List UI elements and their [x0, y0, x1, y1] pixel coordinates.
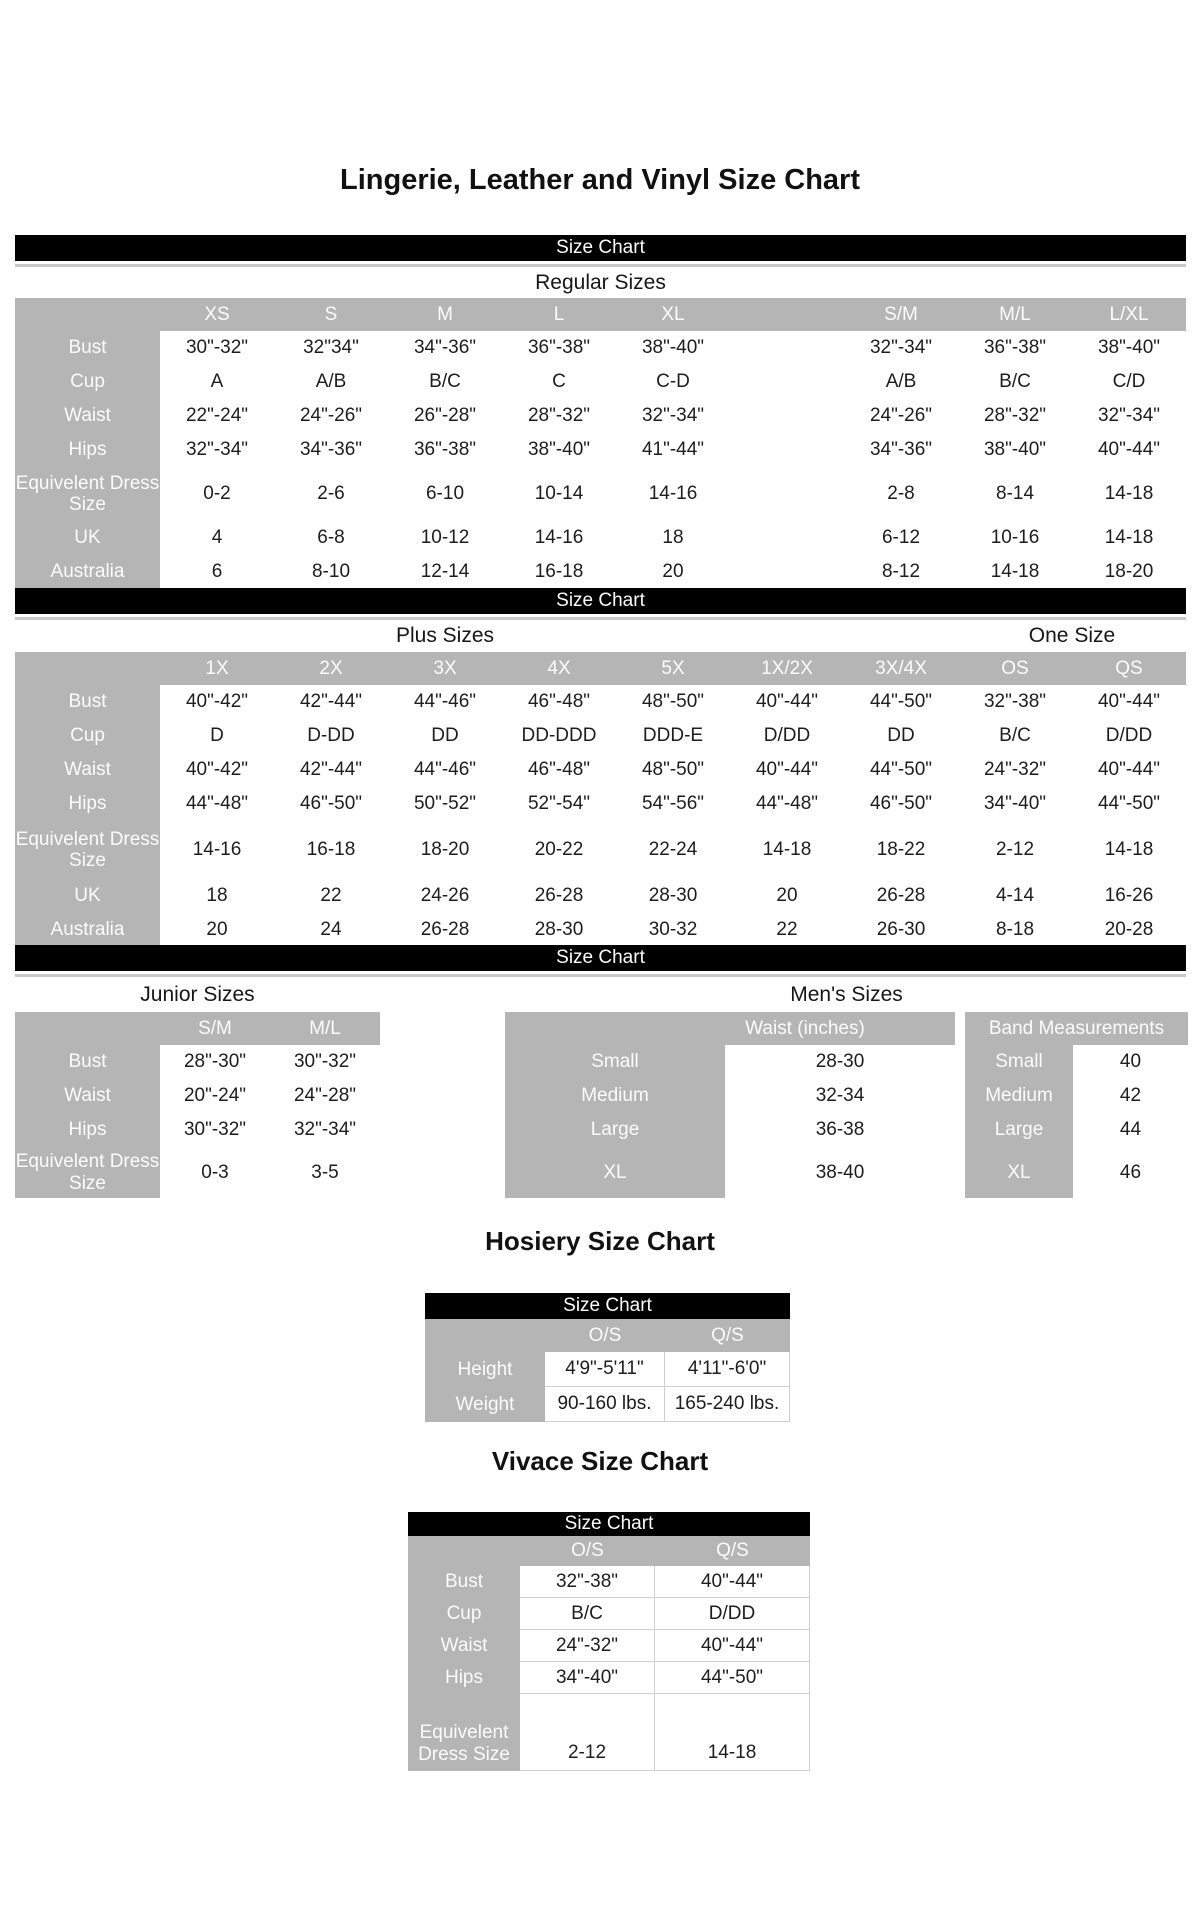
- table-row: [505, 1113, 955, 1147]
- table-cell: 36"-38": [413, 439, 477, 460]
- table-row: [965, 1113, 1188, 1147]
- table-cell: 40"-44": [1097, 439, 1161, 460]
- table-cell: 165-240 lbs.: [665, 1387, 790, 1422]
- table-cell: 42"-44": [299, 759, 363, 780]
- table-cell: 16-18: [306, 839, 356, 860]
- table-cell: 6-10: [425, 483, 465, 504]
- table-cell: 8-18: [995, 919, 1035, 940]
- table-cell: 6: [211, 561, 223, 582]
- table-cell: 24"-32": [520, 1630, 655, 1662]
- column-header: Q/S: [711, 1324, 744, 1346]
- junior-mens-labels: [15, 977, 1186, 1012]
- row-label: Hips: [15, 433, 160, 467]
- table-cell: 20: [776, 885, 798, 906]
- column-header: S/M: [884, 303, 918, 325]
- junior-table-body: [15, 1045, 380, 1198]
- table-cell: 30"-32": [293, 1051, 357, 1072]
- table-cell: 90-160 lbs.: [545, 1387, 665, 1422]
- table-row: [15, 467, 1186, 521]
- size-chart-bar-label: Size Chart: [556, 237, 645, 258]
- column-header: S: [324, 303, 338, 325]
- table-cell: D/DD: [655, 1598, 810, 1630]
- section-label-plus-sizes: Plus Sizes: [395, 624, 495, 647]
- header-spacer: [15, 652, 160, 685]
- table-row: [15, 555, 1186, 589]
- table-cell: 28-30: [648, 885, 698, 906]
- table-cell: 46"-48": [527, 691, 591, 712]
- table-cell: [730, 399, 844, 433]
- table-cell: 44"-50": [869, 691, 933, 712]
- row-label: Height: [425, 1352, 545, 1387]
- table-cell: 44: [1119, 1119, 1142, 1140]
- table-cell: 44"-50": [869, 759, 933, 780]
- column-header: M/L: [309, 1017, 341, 1039]
- header-spacer: [15, 298, 160, 331]
- table-cell: 34"-40": [520, 1662, 655, 1694]
- row-label: Bust: [15, 1045, 160, 1079]
- table-cell: 36-38: [815, 1119, 865, 1140]
- size-chart-bar: [15, 588, 1186, 614]
- table-cell: 28-30: [534, 919, 584, 940]
- table-cell: 46"-48": [527, 759, 591, 780]
- row-label: Equivelent Dress Size: [408, 1694, 520, 1771]
- row-label: Waist: [15, 399, 160, 433]
- table-cell: 10-16: [990, 527, 1040, 548]
- table-row: [15, 365, 1186, 399]
- table-cell: DD-DDD: [521, 725, 597, 746]
- size-chart-bar-label: Size Chart: [564, 1513, 654, 1534]
- header-spacer: [425, 1319, 545, 1352]
- column-header: OS: [1001, 657, 1029, 679]
- table-cell: [730, 555, 844, 589]
- junior-sizes-table: [15, 1012, 380, 1198]
- table-cell: 30"-32": [183, 1119, 247, 1140]
- table-cell: 32"-38": [520, 1566, 655, 1598]
- column-header: 1X: [205, 657, 229, 679]
- row-label: Small: [505, 1045, 725, 1079]
- table-row: [15, 719, 1186, 753]
- table-cell: 20: [206, 919, 228, 940]
- table-cell: 6-8: [317, 527, 345, 548]
- page-title: Lingerie, Leather and Vinyl Size Chart: [340, 164, 860, 196]
- table-row: [408, 1630, 810, 1662]
- table-cell: 4'11"-6'0": [665, 1352, 790, 1387]
- table-cell: 40"-44": [1097, 691, 1161, 712]
- table-cell: 40"-44": [655, 1630, 810, 1662]
- table-cell: 14-16: [534, 527, 584, 548]
- row-label: Equivelent Dress Size: [15, 1147, 160, 1198]
- hosiery-table-body: [425, 1352, 790, 1422]
- row-label: Bust: [15, 331, 160, 365]
- column-header: QS: [1115, 657, 1143, 679]
- table-cell: 24: [320, 919, 342, 940]
- column-header: L/XL: [1109, 303, 1149, 325]
- mens-waist-header: Waist (inches): [505, 1012, 955, 1045]
- column-header: M/L: [999, 303, 1031, 325]
- table-row: [15, 753, 1186, 787]
- table-cell: 32-34: [815, 1085, 865, 1106]
- row-label: Large: [965, 1113, 1073, 1147]
- column-header: O/S: [571, 1540, 604, 1561]
- row-label: Bust: [15, 685, 160, 719]
- table-cell: 40: [1119, 1051, 1142, 1072]
- table-cell: 28"-32": [983, 405, 1047, 426]
- column-header: 3X: [433, 657, 457, 679]
- table-cell: 34"-36": [869, 439, 933, 460]
- table-row: [408, 1694, 810, 1771]
- size-chart-bar: [15, 235, 1186, 261]
- table-row: [15, 399, 1186, 433]
- row-label: Australia: [15, 913, 160, 947]
- table-row: [965, 1045, 1188, 1079]
- table-cell: 22"-24": [185, 405, 249, 426]
- table-cell: 46: [1119, 1161, 1142, 1183]
- table-cell: DD: [431, 725, 459, 746]
- table-cell: 38"-40": [983, 439, 1047, 460]
- column-header: 2X: [319, 657, 343, 679]
- table-cell: 26-28: [876, 885, 926, 906]
- mens-waist-body: [505, 1045, 955, 1198]
- vivace-table-body: [408, 1566, 810, 1771]
- table-cell: 44"-46": [413, 691, 477, 712]
- plus-sizes-section: [15, 588, 1186, 947]
- table-cell: D/DD: [1105, 725, 1153, 746]
- table-cell: 4: [211, 527, 223, 548]
- table-cell: 24"-26": [299, 405, 363, 426]
- regular-table-body: [15, 331, 1186, 589]
- table-cell: 22: [776, 919, 798, 940]
- table-cell: 38"-40": [527, 439, 591, 460]
- row-label: Cup: [15, 365, 160, 399]
- table-cell: 8-14: [995, 483, 1035, 504]
- row-label: Large: [505, 1113, 725, 1147]
- table-cell: 34"-36": [299, 439, 363, 460]
- table-row: [408, 1566, 810, 1598]
- table-cell: 30-32: [648, 919, 698, 940]
- table-cell: 8-12: [881, 561, 921, 582]
- row-label: Cup: [408, 1598, 520, 1630]
- mens-waist-table: [505, 1012, 955, 1198]
- table-cell: 44"-50": [1097, 793, 1161, 814]
- table-row: [15, 433, 1186, 467]
- table-cell: B/C: [429, 371, 461, 392]
- table-cell: 8-10: [311, 561, 351, 582]
- table-row: [15, 1147, 380, 1198]
- table-row: [15, 1113, 380, 1147]
- row-label: Bust: [408, 1566, 520, 1598]
- column-header: L: [553, 303, 565, 325]
- table-cell: 2-6: [317, 483, 345, 504]
- mens-band-table: [965, 1012, 1188, 1198]
- table-row: [15, 1079, 380, 1113]
- table-cell: 18: [206, 885, 228, 906]
- table-cell: 46"-50": [869, 793, 933, 814]
- table-cell: 22: [320, 885, 342, 906]
- header-spacer: [15, 1012, 160, 1045]
- row-label: UK: [15, 879, 160, 913]
- table-cell: 26-28: [534, 885, 584, 906]
- table-cell: 48"-50": [641, 759, 705, 780]
- table-cell: B/C: [999, 725, 1031, 746]
- column-header: Q/S: [716, 1540, 749, 1561]
- row-label: Cup: [15, 719, 160, 753]
- table-cell: 38"-40": [1097, 337, 1161, 358]
- table-cell: 20"-24": [183, 1085, 247, 1106]
- table-cell: 32"-34": [641, 405, 705, 426]
- row-label: Medium: [505, 1079, 725, 1113]
- column-header: XS: [204, 303, 230, 325]
- size-chart-bar: [408, 1512, 810, 1536]
- junior-column-header-row: [15, 1012, 380, 1045]
- table-cell: 14-18: [1104, 839, 1154, 860]
- table-cell: C/D: [1112, 371, 1146, 392]
- table-cell: 14-16: [192, 839, 242, 860]
- table-cell: 16-26: [1104, 885, 1154, 906]
- column-header: M: [437, 303, 453, 325]
- table-cell: 24"-26": [869, 405, 933, 426]
- table-row: [15, 685, 1186, 719]
- table-cell: A/B: [315, 371, 347, 392]
- table-cell: 4-14: [995, 885, 1035, 906]
- table-cell: 16-18: [534, 561, 584, 582]
- table-cell: 40"-42": [185, 691, 249, 712]
- table-cell: [730, 331, 844, 365]
- table-cell: DDD-E: [642, 725, 704, 746]
- table-cell: A/B: [885, 371, 917, 392]
- table-cell: 32"-34": [185, 439, 249, 460]
- table-cell: 24-26: [420, 885, 470, 906]
- table-cell: 28"-30": [183, 1051, 247, 1072]
- table-cell: C: [552, 371, 566, 392]
- plus-table-body: [15, 685, 1186, 947]
- row-label: Small: [965, 1045, 1073, 1079]
- table-cell: 22-24: [648, 839, 698, 860]
- table-cell: 18-20: [1104, 561, 1154, 582]
- table-cell: 32"-34": [1097, 405, 1161, 426]
- row-label: XL: [965, 1147, 1073, 1198]
- table-cell: 44"-48": [185, 793, 249, 814]
- table-cell: 24"-32": [983, 759, 1047, 780]
- table-cell: 41"-44": [641, 439, 705, 460]
- table-cell: 14-18: [762, 839, 812, 860]
- size-chart-bar-label: Size Chart: [556, 590, 645, 611]
- table-cell: 34"-40": [983, 793, 1047, 814]
- row-label: Equivelent Dress Size: [15, 467, 160, 521]
- table-row: [408, 1662, 810, 1694]
- plus-section-labels: [15, 620, 1186, 652]
- table-cell: 14-18: [655, 1694, 810, 1771]
- column-header: 5X: [661, 657, 685, 679]
- table-cell: 2-12: [520, 1694, 655, 1771]
- column-header: [730, 298, 844, 331]
- table-cell: 32"34": [303, 337, 359, 358]
- table-cell: 20: [662, 561, 684, 582]
- table-cell: 10-12: [420, 527, 470, 548]
- table-cell: 44"-50": [655, 1662, 810, 1694]
- table-cell: [730, 433, 844, 467]
- table-row: [505, 1045, 955, 1079]
- row-label: Hips: [408, 1662, 520, 1694]
- table-cell: 38"-40": [641, 337, 705, 358]
- table-cell: [730, 521, 844, 555]
- column-header: 4X: [547, 657, 571, 679]
- column-header: XL: [661, 303, 685, 325]
- table-cell: 36"-38": [983, 337, 1047, 358]
- table-row: [425, 1352, 790, 1387]
- row-label: Waist: [408, 1630, 520, 1662]
- row-label: Australia: [15, 555, 160, 589]
- table-cell: [730, 365, 844, 399]
- row-label: Medium: [965, 1079, 1073, 1113]
- table-row: [15, 787, 1186, 821]
- table-row: [965, 1079, 1188, 1113]
- table-cell: 50"-52": [413, 793, 477, 814]
- table-cell: 14-16: [648, 483, 698, 504]
- vivace-table: [408, 1512, 810, 1771]
- table-cell: 40"-42": [185, 759, 249, 780]
- table-cell: 48"-50": [641, 691, 705, 712]
- mens-band-header: Band Measurements: [965, 1012, 1188, 1045]
- table-cell: 6-12: [881, 527, 921, 548]
- row-label: XL: [505, 1147, 725, 1198]
- table-cell: 4'9"-5'11": [545, 1352, 665, 1387]
- table-row: [965, 1147, 1188, 1198]
- row-label: Waist: [15, 753, 160, 787]
- table-row: [15, 879, 1186, 913]
- hosiery-title: Hosiery Size Chart: [485, 1226, 715, 1256]
- table-cell: 0-2: [203, 483, 231, 504]
- size-chart-bar-label: Size Chart: [556, 947, 645, 968]
- column-header: 3X/4X: [875, 657, 927, 679]
- regular-column-header-row: [15, 298, 1186, 331]
- table-cell: B/C: [520, 1598, 655, 1630]
- table-cell: 42: [1119, 1085, 1142, 1106]
- hosiery-column-header-row: [425, 1319, 790, 1352]
- regular-sizes-section: [15, 235, 1186, 589]
- row-label: UK: [15, 521, 160, 555]
- table-cell: 32"-34": [869, 337, 933, 358]
- table-cell: 12-14: [420, 561, 470, 582]
- table-cell: 40"-44": [755, 759, 819, 780]
- table-cell: D-DD: [307, 725, 355, 746]
- table-cell: 28"-32": [527, 405, 591, 426]
- vivace-title: Vivace Size Chart: [491, 1446, 709, 1476]
- size-chart-bar: [425, 1293, 790, 1319]
- table-cell: B/C: [999, 371, 1031, 392]
- table-cell: 18-22: [876, 839, 926, 860]
- table-cell: 42"-44": [299, 691, 363, 712]
- table-row: [15, 521, 1186, 555]
- table-cell: 14-18: [1104, 483, 1154, 504]
- table-cell: 18-20: [420, 839, 470, 860]
- table-cell: 24"-28": [293, 1085, 357, 1106]
- table-cell: 32"-34": [293, 1119, 357, 1140]
- column-header: S/M: [198, 1017, 232, 1039]
- section-label-mens-sizes: Men's Sizes: [790, 982, 903, 1006]
- table-cell: D/DD: [763, 725, 811, 746]
- table-cell: C-D: [656, 371, 690, 392]
- header-spacer: [408, 1536, 520, 1566]
- table-row: [15, 821, 1186, 879]
- table-row: [15, 913, 1186, 947]
- table-cell: 20-28: [1104, 919, 1154, 940]
- table-cell: 34"-36": [413, 337, 477, 358]
- table-cell: 3-5: [311, 1161, 339, 1183]
- table-cell: 26-30: [876, 919, 926, 940]
- table-cell: 2-8: [887, 483, 915, 504]
- table-cell: 36"-38": [527, 337, 591, 358]
- row-label: Weight: [425, 1387, 545, 1422]
- section-label-regular-sizes: Regular Sizes: [535, 270, 666, 294]
- table-cell: 18: [662, 527, 684, 548]
- row-label: Hips: [15, 1113, 160, 1147]
- size-chart-bar-label: Size Chart: [563, 1295, 652, 1316]
- table-row: [15, 1045, 380, 1079]
- table-cell: 44"-46": [413, 759, 477, 780]
- table-cell: 26-28: [420, 919, 470, 940]
- table-cell: 44"-48": [755, 793, 819, 814]
- table-cell: 54"-56": [641, 793, 705, 814]
- table-cell: A: [210, 371, 224, 392]
- table-cell: 38-40: [815, 1161, 865, 1183]
- table-cell: DD: [887, 725, 915, 746]
- table-cell: 14-18: [990, 561, 1040, 582]
- table-row: [505, 1079, 955, 1113]
- mens-band-body: [965, 1045, 1188, 1198]
- table-cell: 10-14: [534, 483, 584, 504]
- table-cell: 32"-38": [983, 691, 1047, 712]
- table-cell: D: [210, 725, 224, 746]
- column-header: O/S: [588, 1324, 622, 1346]
- table-cell: 26"-28": [413, 405, 477, 426]
- table-cell: 40"-44": [755, 691, 819, 712]
- row-label: Hips: [15, 787, 160, 821]
- row-label: Equivelent Dress Size: [15, 821, 160, 879]
- table-cell: 40"-44": [1097, 759, 1161, 780]
- table-cell: 20-22: [534, 839, 584, 860]
- table-cell: 30"-32": [185, 337, 249, 358]
- section-label-one-size: One Size: [1028, 624, 1116, 647]
- size-chart-bar: [15, 945, 1186, 971]
- table-row: [425, 1387, 790, 1422]
- table-cell: 46"-50": [299, 793, 363, 814]
- table-cell: 2-12: [995, 839, 1035, 860]
- table-row: [15, 331, 1186, 365]
- table-cell: 28-30: [815, 1051, 865, 1072]
- table-cell: [730, 467, 844, 521]
- junior-mens-section: [15, 945, 1186, 1194]
- table-cell: 14-18: [1104, 527, 1154, 548]
- row-label: Waist: [15, 1079, 160, 1113]
- table-cell: 0-3: [201, 1161, 229, 1183]
- table-row: [505, 1147, 955, 1198]
- table-cell: 40"-44": [655, 1566, 810, 1598]
- plus-column-header-row: [15, 652, 1186, 685]
- section-label-junior-sizes: Junior Sizes: [140, 982, 255, 1006]
- table-row: [408, 1598, 810, 1630]
- vivace-column-header-row: [408, 1536, 810, 1566]
- column-header: 1X/2X: [761, 657, 813, 679]
- table-cell: 52"-54": [527, 793, 591, 814]
- hosiery-table: [425, 1293, 790, 1422]
